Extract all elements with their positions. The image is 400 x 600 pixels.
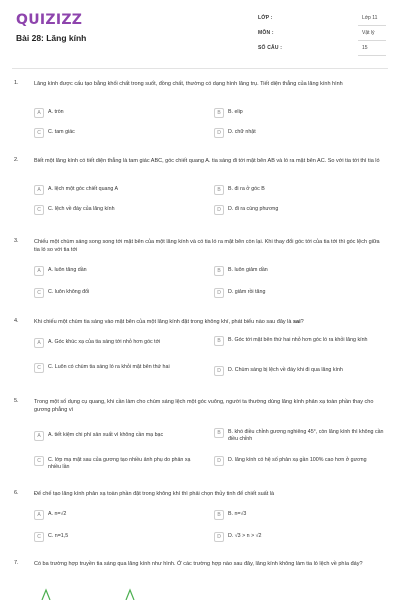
meta-label: SỐ CÂU : (258, 45, 283, 51)
option-letter-box: B (214, 510, 224, 520)
option-c[interactable] (34, 205, 204, 219)
question-text: Để chế tạo lăng kính phản xạ toàn phần đặt trong không khí thì phải chọn thủy tinh để chiết suất là (34, 491, 275, 497)
option-b[interactable] (214, 510, 384, 524)
question-number: 5. (14, 398, 19, 404)
option-b[interactable] (214, 185, 384, 199)
question-number: 3. (14, 238, 19, 244)
option-d[interactable] (214, 288, 384, 302)
option-text: B. đi ra ở góc B (228, 186, 265, 192)
meta-value: 15 (362, 45, 368, 51)
option-letter-box: D (214, 205, 224, 215)
option-text: D. đi ra cùng phương (228, 206, 279, 212)
option-d[interactable] (214, 532, 384, 546)
question-text-emphasis: sai (292, 319, 301, 325)
question-text (34, 318, 384, 326)
option-letter-box: C (34, 456, 44, 466)
meta-underline (358, 55, 386, 56)
question-text-main: Khi chiếu một chùm tia sáng vào mặt bên của một lăng kính đặt trong không khí, phát biểu nào sau đây là (34, 319, 292, 325)
meta-row-subject (258, 27, 386, 42)
option-letter-box: D (214, 128, 224, 138)
question-text: Có ba trường hợp truyền tia sáng qua lăng kính như hình. Ở các trường hợp nào sau đây, lăng kính không làm tia ló lệch về phía đáy? (34, 561, 363, 567)
question-text: Chiếu một chùm sáng song song tới mặt bên của một lăng kính và có tia ló ra mặt bên còn lại. Khi thay đổi góc tới của tia tới thì góc lệch giữa tia ló so với tia tới (34, 239, 380, 253)
option-letter-box: C (34, 532, 44, 542)
meta-label: LỚP : (258, 15, 273, 21)
option-b[interactable] (214, 108, 384, 122)
option-letter-box: B (214, 108, 224, 118)
meta-row-count (258, 42, 386, 57)
option-text: D. √3 > n > √2 (228, 533, 262, 539)
question-text: Trong một số dụng cụ quang, khi cần làm cho chùm sáng lệch một góc vuông, người ta thường dùng lăng kính phản xạ toàn phần thay cho gương phẳng vì (34, 399, 374, 413)
option-letter-box: C (34, 288, 44, 298)
option-text: C. tam giác (48, 129, 75, 135)
meta-underline (358, 25, 386, 26)
quizizz-logo: QUIZIZZ (16, 12, 83, 28)
option-text: A. lệch một góc chiết quang A (48, 186, 119, 192)
option-c[interactable] (34, 128, 204, 142)
option-letter-box: B (214, 428, 224, 438)
option-letter-box: D (214, 366, 224, 376)
option-letter-box: A (34, 266, 44, 276)
meta-value: Lớp 11 (362, 15, 378, 21)
option-letter-box: C (34, 363, 44, 373)
option-c[interactable] (34, 532, 204, 546)
option-letter-box: A (34, 108, 44, 118)
option-letter-box: A (34, 338, 44, 348)
option-text: D. Chùm sáng bị lệch về đáy khi đi qua lăng kính (228, 367, 343, 373)
option-text: B. luôn giảm dần (228, 267, 268, 273)
option-b[interactable] (214, 428, 384, 442)
option-text: D. giảm rồi tăng (228, 289, 266, 295)
option-letter-box: C (34, 205, 44, 215)
option-a[interactable] (34, 185, 204, 199)
option-text: A. tròn (48, 109, 64, 115)
question-text: Lăng kính được cấu tạo bằng khối chất trong suốt, đồng chất, thường có dạng hình lăng trụ. Tiết diện thẳng của lăng kính hình (34, 81, 343, 87)
prism-figure (40, 588, 160, 600)
option-d[interactable] (214, 456, 384, 470)
question-number: 1. (14, 80, 19, 86)
option-d[interactable] (214, 205, 384, 219)
question-text-tail: ? (300, 319, 304, 325)
question-number: 2. (14, 157, 19, 163)
option-letter-box: B (214, 336, 224, 346)
option-text: A. n=√2 (48, 511, 67, 517)
option-a[interactable] (34, 108, 204, 122)
option-a[interactable] (34, 431, 204, 445)
option-text: D. chữ nhật (228, 129, 256, 135)
option-letter-box: D (214, 532, 224, 542)
option-letter-box: A (34, 510, 44, 520)
option-b[interactable] (214, 266, 384, 280)
question-number: 6. (14, 490, 19, 496)
option-text: C. lớp mạ mặt sau của gương tạo nhiều ảnh phụ do phản xạ nhiều lần (48, 457, 191, 470)
option-text: C. n=1,5 (48, 533, 69, 539)
option-a[interactable] (34, 266, 204, 280)
option-d[interactable] (214, 128, 384, 142)
option-letter-box: A (34, 431, 44, 441)
option-text: B. khó điều chỉnh gương nghiêng 45°, còn lăng kính thì không cần điều chỉnh (228, 429, 384, 442)
page-header (0, 0, 400, 62)
meta-underline (358, 40, 386, 41)
option-text: C. lệch về đáy của lăng kính (48, 206, 115, 212)
option-text: C. luôn không đổi (48, 289, 90, 295)
option-letter-box: A (34, 185, 44, 195)
option-a[interactable] (34, 510, 204, 524)
question-number: 4. (14, 318, 19, 324)
question-text: Biết một lăng kính có tiết diện thẳng là tam giác ABC, góc chiết quang A. tia sáng đi tới mặt bên AB và ló ra mặt bên AC. So với tia tới thì tia ló (34, 158, 380, 164)
meta-value: Vật lý (362, 30, 375, 36)
meta-label: MÔN : (258, 30, 274, 36)
header-divider (12, 68, 388, 69)
option-letter-box: D (214, 288, 224, 298)
option-d[interactable] (214, 366, 384, 380)
option-text: A. tiết kiệm chi phí sản xuất vì không cần mạ bạc (48, 432, 164, 438)
option-letter-box: D (214, 456, 224, 466)
option-text: B. elip (228, 109, 243, 115)
prism-figure-left (42, 590, 50, 600)
option-text: C. Luôn có chùm tia sáng ló ra khỏi mặt bên thứ hai (48, 364, 170, 370)
option-text: B. n=√3 (228, 511, 247, 517)
option-c[interactable] (34, 456, 204, 470)
option-text: B. Góc tới mặt bên thứ hai nhỏ hơn góc ló ra khỏi lăng kính (228, 337, 368, 343)
option-b[interactable] (214, 336, 384, 350)
option-letter-box: B (214, 266, 224, 276)
option-a[interactable] (34, 338, 204, 352)
option-letter-box: B (214, 185, 224, 195)
meta-row-grade (258, 12, 386, 27)
option-letter-box: C (34, 128, 44, 138)
option-text: A. luôn tăng dần (48, 267, 87, 273)
option-c[interactable] (34, 363, 204, 377)
meta-panel (258, 12, 386, 57)
option-text: A. Góc khúc xạ của tia sáng tới nhỏ hơn góc tới (48, 339, 161, 345)
page-title: Bài 28: Lăng kính (16, 33, 87, 43)
option-text: D. lăng kính có hệ số phản xạ gần 100% cao hơn ở gương (228, 457, 367, 463)
prism-figure-middle (126, 590, 134, 600)
question-number: 7. (14, 560, 19, 566)
option-c[interactable] (34, 288, 204, 302)
